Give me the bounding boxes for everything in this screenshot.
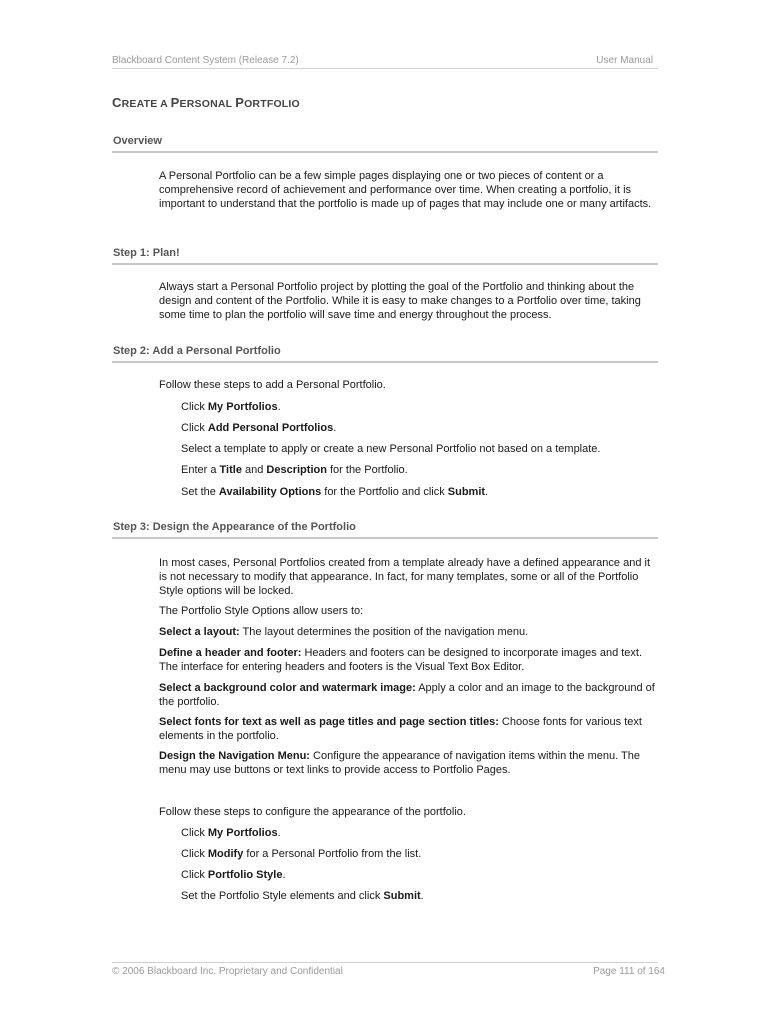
style-option-background: Select a background color and watermark image: Apply a color and an image to the background of the portfolio. <box>159 682 655 708</box>
overview-heading: Overview <box>113 135 162 147</box>
step3-item-4: Set the Portfolio Style elements and click Submit. <box>181 890 424 902</box>
step2-item-3: Select a template to apply or create a new Personal Portfolio not based on a template. <box>181 443 601 455</box>
step3-item-1: Click My Portfolios. <box>181 827 281 839</box>
footer-copyright: © 2006 Blackboard Inc. Proprietary and Confidential <box>112 966 343 977</box>
step3-intro-paragraph: In most cases, Personal Portfolios created from a template already have a defined appearance and it is not necessary to modify that appearance. In fact, for many templates, some or all of the Portfolio Style options will be locked. <box>159 557 651 597</box>
step2-item-2: Click Add Personal Portfolios. <box>181 422 337 434</box>
page-title: CREATE A PERSONAL PORTFOLIO <box>112 95 300 110</box>
step2-item-4: Enter a Title and Description for the Portfolio. <box>181 464 408 476</box>
step1-text: Always start a Personal Portfolio project by plotting the goal of the Portfolio and thinking about the design and content of the Portfolio. While it is easy to make changes to a Portfolio over time, taking some time to plan the portfolio will save time and energy throughout the process. <box>159 281 641 321</box>
style-option-fonts: Select fonts for text as well as page titles and page section titles: Choose fonts for various text elements in the portfolio. <box>159 716 642 742</box>
page-number: Page 111 of 164 <box>593 966 665 977</box>
step2-item-5: Set the Availability Options for the Portfolio and click Submit. <box>181 486 489 498</box>
step3-steps-intro: Follow these steps to configure the appearance of the portfolio. <box>159 806 466 818</box>
overview-rule <box>112 151 658 153</box>
overview-text: A Personal Portfolio can be a few simple pages displaying one or two pieces of content or a comprehensive record of achievement and performance over time. When creating a portfolio, it is important to understand that the portfolio is made up of pages that may include one or many artifacts. <box>159 170 652 210</box>
step2-item-1: Click My Portfolios. <box>181 401 281 413</box>
step2-heading: Step 2: Add a Personal Portfolio <box>113 345 281 357</box>
footer-rule <box>112 962 658 963</box>
step3-options-intro: The Portfolio Style Options allow users to: <box>159 605 364 617</box>
step1-heading: Step 1: Plan! <box>113 247 180 259</box>
step2-rule <box>112 361 658 363</box>
running-header-manual: User Manual <box>596 55 653 66</box>
step1-rule <box>112 263 658 265</box>
step3-rule <box>112 537 658 539</box>
style-option-header-footer: Define a header and footer: Headers and footers can be designed to incorporate images and text. The interface for entering headers and footers is the Visual Text Box Editor. <box>159 647 643 673</box>
step2-intro: Follow these steps to add a Personal Portfolio. <box>159 379 386 391</box>
header-rule <box>112 68 658 69</box>
step3-item-2: Click Modify for a Personal Portfolio from the list. <box>181 848 422 860</box>
step3-item-3: Click Portfolio Style. <box>181 869 286 881</box>
step3-heading: Step 3: Design the Appearance of the Portfolio <box>113 521 356 533</box>
running-header-title: Blackboard Content System (Release 7.2) <box>112 55 299 66</box>
style-option-layout: Select a layout: The layout determines the position of the navigation menu. <box>159 626 529 638</box>
style-option-navigation: Design the Navigation Menu: Configure the appearance of navigation items within the menu. The menu may use buttons or text links to provide access to Portfolio Pages. <box>159 750 640 776</box>
